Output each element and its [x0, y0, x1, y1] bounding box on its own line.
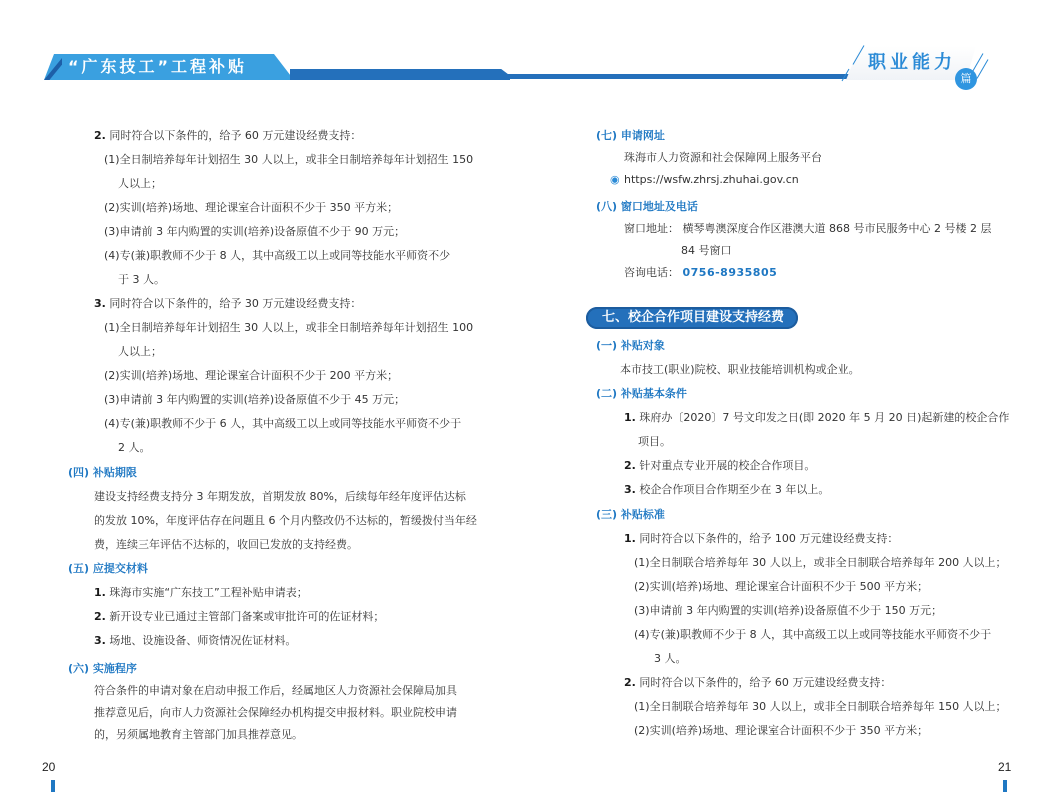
- condition-line: 2 人。: [118, 441, 151, 454]
- address-value: 横琴粤澳深度合作区港澳大道 868 号市民服务中心 2 号楼 2 层: [682, 222, 992, 235]
- condition-line: (2)实训(培养)场地、理论课室合计面积不少于 350 平方米；: [104, 201, 399, 214]
- paragraph-line: 符合条件的申请对象在启动申报工作后，经属地区人力资源社会保障局加具: [94, 684, 457, 697]
- url-text[interactable]: https://wsfw.zhrsj.zhuhai.gov.cn: [624, 173, 799, 186]
- link-icon: ◉: [610, 173, 620, 186]
- item-2: [94, 128, 361, 144]
- header-left-title: “广东技工”工程补贴: [68, 57, 248, 76]
- condition-line: 人以上；: [118, 345, 162, 358]
- condition-line: (1)全日制联合培养每年 30 人以上，或非全日制联合培养每年 150 人以上；: [634, 700, 1007, 713]
- list-item: [624, 410, 1009, 426]
- subsection-heading-1: (一) 补贴对象: [596, 339, 665, 352]
- item-text: 珠府办〔2020〕7 号文印发之日(即 2020 年 5 月 20 日)起新建的校企合作: [639, 411, 1010, 424]
- condition-line: (4)专(兼)职教师不少于 8 人，其中高级工以上或同等技能水平师资不少于: [634, 628, 992, 641]
- subsection-heading-2: (二) 补贴基本条件: [596, 387, 687, 400]
- condition-line: (1)全日制培养每年计划招生 30 人以上，或非全日制培养每年计划招生 100: [104, 321, 474, 334]
- item-text: 同时符合以下条件的，给予 100 万元建设经费支持：: [639, 532, 899, 545]
- item-number: 3.: [624, 483, 636, 496]
- item-number: 2.: [94, 129, 106, 142]
- paragraph-line: 推荐意见后，向市人力资源社会保障经办机构提交申报材料。职业院校申请: [94, 706, 457, 719]
- address-line: [624, 221, 991, 237]
- phone-line: [624, 265, 777, 281]
- condition-line: 3 人。: [654, 652, 687, 665]
- condition-line: 于 3 人。: [118, 273, 165, 286]
- condition-line: (1)全日制培养每年计划招生 30 人以上，或非全日制培养每年计划招生 150: [104, 153, 474, 166]
- paragraph-line: 的发放 10%，年度评估存在问题且 6 个月内整改仍不达标的，暂缓拨付当年经: [94, 514, 477, 527]
- item-number: 2.: [624, 459, 636, 472]
- page-marker-right: [1003, 780, 1007, 792]
- condition-line: 人以上；: [118, 177, 162, 190]
- section-heading-4: (四) 补贴期限: [68, 466, 137, 479]
- subsection-heading-3: (三) 补贴标准: [596, 508, 665, 521]
- list-item-cont: 项目。: [638, 435, 671, 448]
- item-number: 1.: [624, 411, 636, 424]
- condition-line: (4)专(兼)职教师不少于 6 人，其中高级工以上或同等技能水平师资不少于: [104, 417, 462, 430]
- paragraph-line: 建设支持经费支持分 3 年期发放，首期发放 80%，后续每年经年度评估达标: [94, 490, 466, 503]
- item-number: 1.: [94, 586, 106, 599]
- condition-line: (2)实训(培养)场地、理论课室合计面积不少于 350 平方米；: [634, 724, 929, 737]
- section-heading-5: (五) 应提交材料: [68, 562, 148, 575]
- condition-line: (1)全日制联合培养每年 30 人以上，或非全日制联合培养每年 200 人以上；: [634, 556, 1007, 569]
- list-item: [94, 633, 296, 649]
- section-heading-7: (七) 申请网址: [596, 129, 665, 142]
- condition-line: (2)实训(培养)场地、理论课室合计面积不少于 200 平方米；: [104, 369, 399, 382]
- list-item: [624, 458, 815, 474]
- header-bar-thin: [505, 74, 850, 79]
- item-text: 同时符合以下条件的，给予 60 万元建设经费支持：: [109, 129, 362, 142]
- page-number-left: 20: [42, 760, 56, 774]
- chapter-badge: 篇: [955, 68, 977, 90]
- item-number: 2.: [624, 676, 636, 689]
- condition-line: (4)专(兼)职教师不少于 8 人，其中高级工以上或同等技能水平师资不少: [104, 249, 451, 262]
- item-number: 2.: [94, 610, 106, 623]
- item-3: [94, 296, 361, 312]
- list-item: [624, 531, 898, 547]
- list-item: [94, 609, 384, 625]
- item-text: 场地、设施设备、师资情况佐证材料。: [109, 634, 297, 647]
- section-heading-8: (八) 窗口地址及电话: [596, 200, 698, 213]
- platform-name: 珠海市人力资源和社会保障网上服务平台: [624, 151, 822, 164]
- item-text: 同时符合以下条件的，给予 30 万元建设经费支持：: [109, 297, 362, 310]
- website-link[interactable]: [610, 172, 799, 188]
- item-text: 新开设专业已通过主管部门备案或审批许可的佐证材料；: [109, 610, 385, 623]
- item-number: 1.: [624, 532, 636, 545]
- header-right-title: 职业能力: [868, 52, 956, 73]
- condition-line: (2)实训(培养)场地、理论课室合计面积不少于 500 平方米；: [634, 580, 929, 593]
- list-item: [624, 675, 891, 691]
- phone-label: 咨询电话：: [624, 266, 679, 279]
- page-marker-left: [51, 780, 55, 792]
- item-number: 3.: [94, 634, 106, 647]
- item-text: 同时符合以下条件的，给予 60 万元建设经费支持：: [639, 676, 892, 689]
- item-text: 珠海市实施“广东技工”工程补贴申请表；: [109, 586, 308, 599]
- phone-number: 0756-8935805: [682, 266, 778, 279]
- header-bar-thick: [290, 69, 510, 80]
- list-item: [94, 585, 308, 601]
- paragraph-line: 本市技工(职业)院校、职业技能培训机构或企业。: [620, 363, 860, 376]
- section-heading-6: (六) 实施程序: [68, 662, 137, 675]
- condition-line: (3)申请前 3 年内购置的实训(培养)设备原值不少于 45 万元；: [104, 393, 406, 406]
- condition-line: (3)申请前 3 年内购置的实训(培养)设备原值不少于 90 万元；: [104, 225, 406, 238]
- page-number-right: 21: [998, 760, 1012, 774]
- address-label: 窗口地址：: [624, 222, 679, 235]
- list-item: [624, 482, 829, 498]
- condition-line: (3)申请前 3 年内购置的实训(培养)设备原值不少于 150 万元；: [634, 604, 943, 617]
- item-number: 3.: [94, 297, 106, 310]
- item-text: 校企合作项目合作期至少在 3 年以上。: [639, 483, 830, 496]
- address-line: 84 号窗口: [681, 244, 732, 257]
- paragraph-line: 费，连续三年评估不达标的，收回已发放的支持经费。: [94, 538, 358, 551]
- item-text: 针对重点专业开展的校企合作项目。: [639, 459, 816, 472]
- section-title-pill: 七、校企合作项目建设支持经费: [586, 307, 798, 329]
- paragraph-line: 的，另须属地教育主管部门加具推荐意见。: [94, 728, 303, 741]
